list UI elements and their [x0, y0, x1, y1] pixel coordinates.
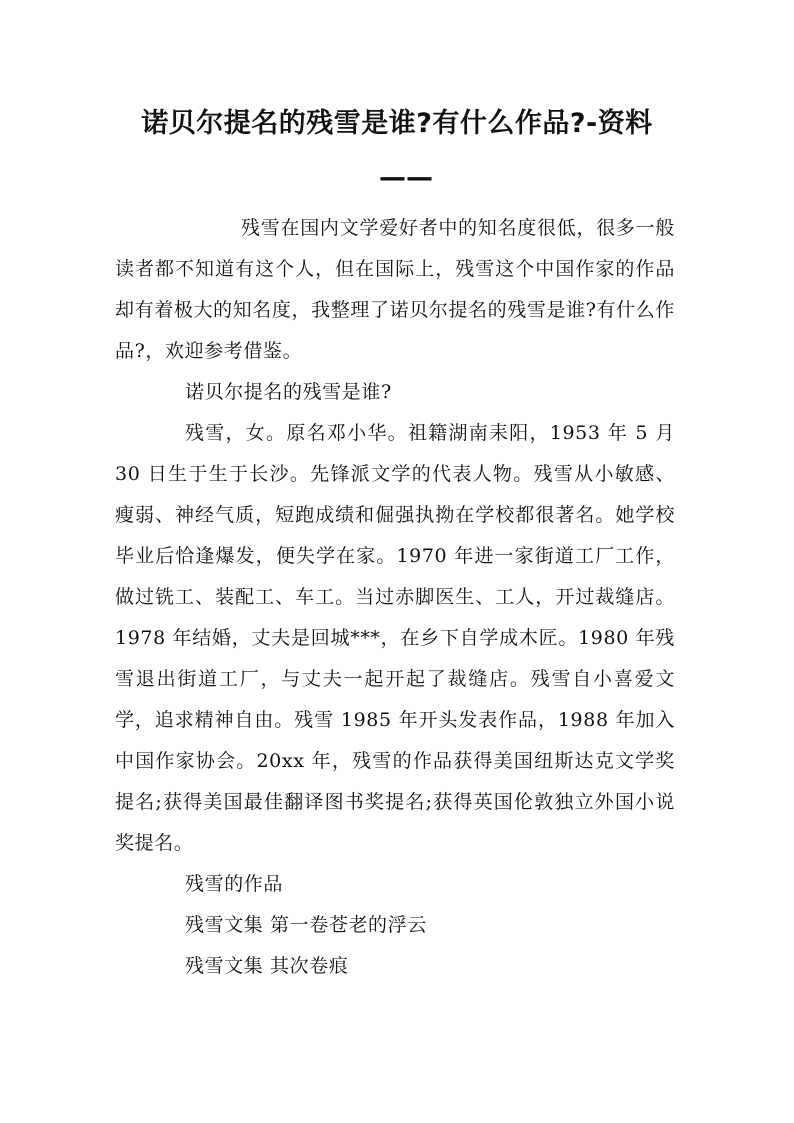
work-item: 残雪文集 其次卷痕	[185, 955, 349, 977]
biography-paragraph: 残雪，女。原名邓小华。祖籍湖南耒阳，1953 年 5 月 30 日生于生于长沙。先锋派文学的代表人物。残雪从小敏感、瘦弱、神经气质，短跑成绩和倔强执拗在学校都很著名。她学校毕业后恰逢爆发，便失学在家。1970 年进一家街道工厂工作，做过铣工、装配工、车工。当过赤脚医生、工人，开过裁缝店。1978 年结婚，丈夫是回城***，在乡下自学成木匠。1980 年残雪退出街道工厂，与丈夫一起开起了裁缝店。残雪自小喜爱文学，追求精神自由。残雪 1985 年开头发表作品，1988 年加入中国作家协会。20xx 年，残雪的作品获得美国纽斯达克文学奖提名;获得美国最佳翻译图书奖提名;获得英国伦敦独立外国小说奖提名。	[115, 422, 675, 854]
section-heading-works: 残雪的作品	[185, 873, 284, 895]
title-dash: ——	[379, 162, 433, 193]
intro-paragraph: 残雪在国内文学爱好者中的知名度很低，很多一般读者都不知道有这个人，但在国际上，残雪这个中国作家的作品却有着极大的知名度，我整理了诺贝尔提名的残雪是谁?有什么作品?，欢迎参考借鉴。	[115, 217, 675, 362]
section-heading-who: 诺贝尔提名的残雪是谁?	[185, 381, 392, 403]
document-body	[115, 208, 675, 987]
document-title: 诺贝尔提名的残雪是谁?有什么作品?-资料	[141, 108, 653, 139]
work-item: 残雪文集 第一卷苍老的浮云	[185, 914, 427, 936]
